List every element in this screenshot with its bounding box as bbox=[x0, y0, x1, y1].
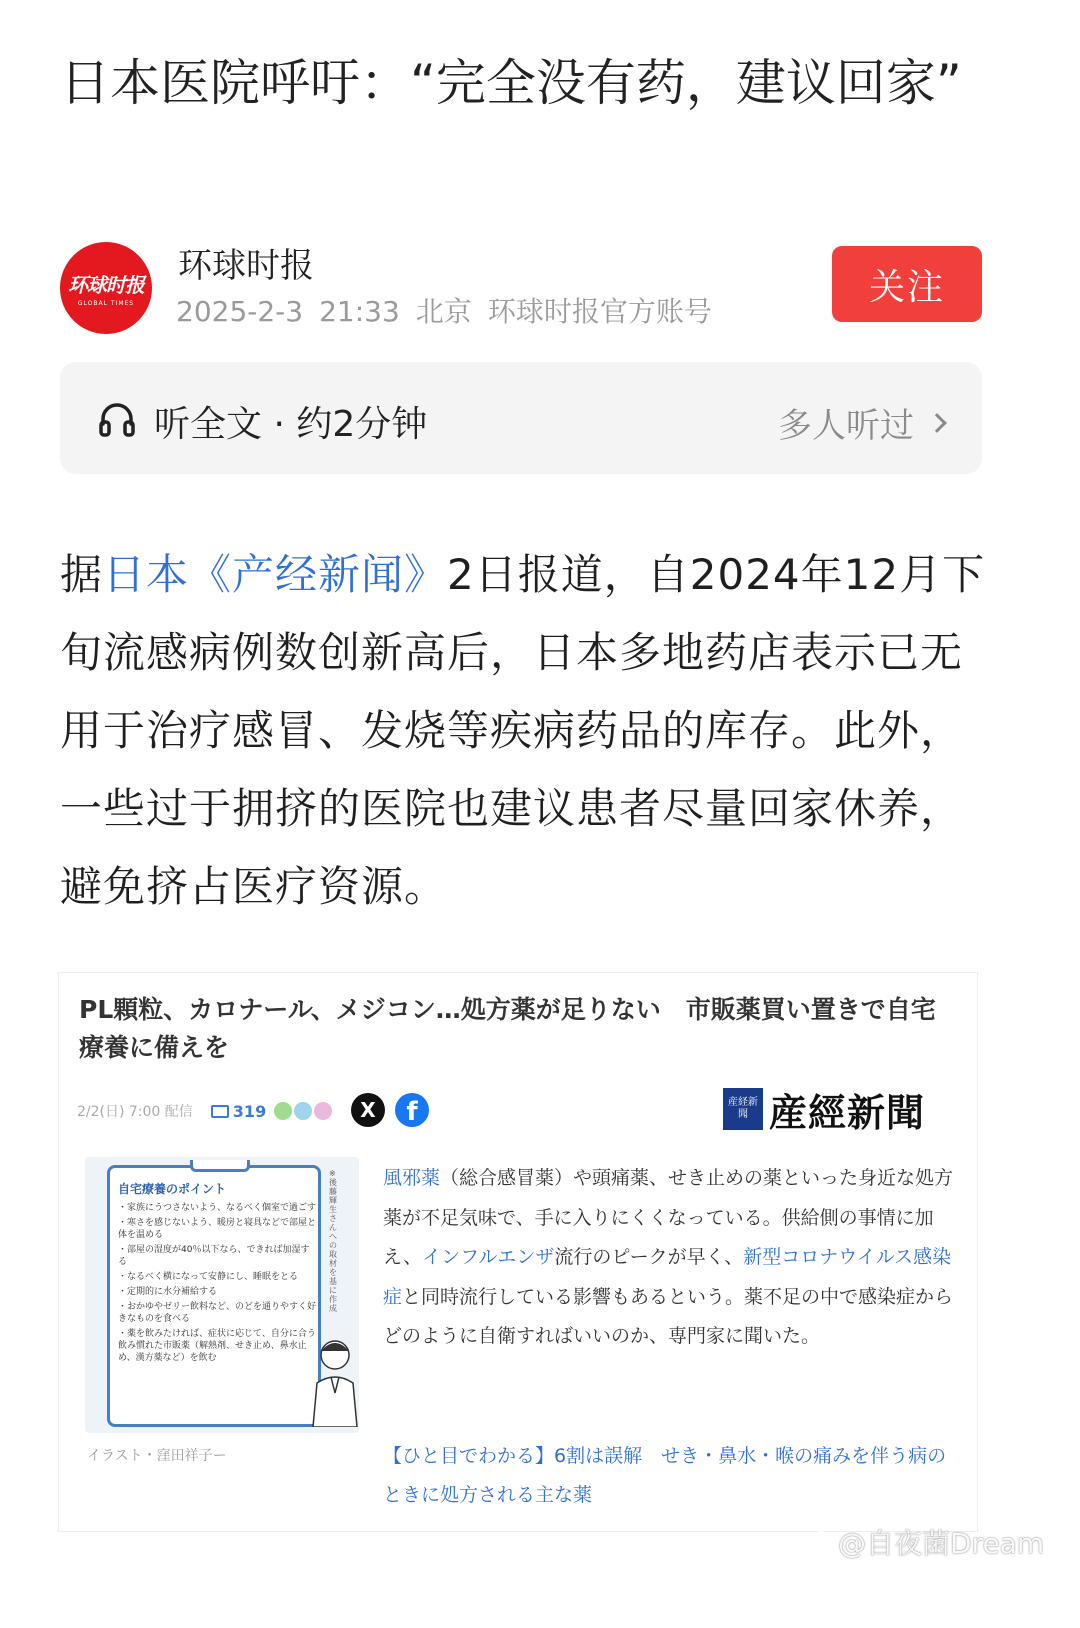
avatar[interactable] bbox=[60, 242, 152, 334]
publish-date: 2025-2-3 bbox=[176, 295, 304, 328]
sankei-link[interactable]: 日本《产经新闻》 bbox=[103, 550, 448, 599]
cold-medicine-link[interactable]: 風邪薬 bbox=[383, 1167, 441, 1189]
listen-right-text: 多人听过 bbox=[778, 406, 914, 446]
card-item: ・おかゆやゼリー飲料など、のどを通りやすく好きなものを食べる bbox=[118, 1302, 317, 1324]
weibo-icon bbox=[792, 1527, 832, 1557]
card-item: ・定期的に水分補給する bbox=[118, 1287, 218, 1297]
weibo-watermark bbox=[792, 1522, 1044, 1562]
embed-description bbox=[383, 1159, 963, 1357]
body-prefix: 据 bbox=[60, 550, 104, 599]
reaction-pink-icon bbox=[314, 1102, 332, 1120]
article-body bbox=[60, 536, 990, 926]
listen-count-link[interactable] bbox=[778, 398, 944, 447]
follow-button[interactable]: 关注 bbox=[832, 246, 982, 322]
watermark-text: @自夜菌Dream bbox=[838, 1527, 1045, 1560]
embed-title: PL顆粒、カロナール、メジコン…処方薬が足りない 市販薬買い置きで自宅療養に備えを bbox=[79, 995, 936, 1062]
author-name[interactable]: 环球时报 bbox=[178, 246, 314, 286]
card-list bbox=[118, 1202, 316, 1367]
reaction-green-icon bbox=[274, 1102, 292, 1120]
desc-text-2: 流行のピークが早く、 bbox=[554, 1246, 744, 1268]
desc-text-1: （総合感冒薬）や頭痛薬、せき止めの薬といった身近な処方薬が不足気味で、手に入りにくくなっている。供給側の事情に加え、 bbox=[383, 1167, 954, 1268]
chevron-right-icon bbox=[927, 413, 947, 433]
illustration-credit: イラスト・窪田祥子ー bbox=[87, 1448, 227, 1464]
author-bar bbox=[60, 234, 1020, 334]
sankei-logo bbox=[723, 1085, 925, 1133]
sankei-mark: 産経新聞 bbox=[723, 1088, 763, 1130]
publish-time: 21:33 bbox=[319, 295, 400, 328]
card-item: ・なるべく横になって安静にし、睡眠をとる bbox=[118, 1272, 299, 1282]
listen-full-text-bar[interactable] bbox=[60, 362, 982, 474]
comment-icon bbox=[211, 1105, 229, 1118]
card-title: 自宅療養のポイント bbox=[118, 1182, 227, 1196]
x-share-icon: X bbox=[351, 1093, 385, 1127]
account-type: 环球时报官方账号 bbox=[487, 295, 712, 328]
embed-date: 2/2(日) 7:00 配信 bbox=[77, 1104, 193, 1120]
body-rest: 2日报道，自2024年12月下旬流感病例数创新高后，日本多地药店表示已无用于治疗感冒、发烧等疾病药品的库存。此外，一些过于拥挤的医院也建议患者尽量回家休养，避免挤占医疗资源。 bbox=[60, 550, 986, 911]
avatar-logo-sub: GLOBAL TIMES bbox=[77, 300, 135, 307]
article-title: 日本医院呼吁：“完全没有药，建议回家” bbox=[60, 54, 962, 112]
clipboard-clip bbox=[190, 1160, 250, 1172]
card-item: ・寒さを感じないよう、暖房と寝具などで部屋と体を温める bbox=[118, 1218, 317, 1240]
home-care-illustration bbox=[85, 1157, 359, 1433]
influenza-link[interactable]: インフルエンザ bbox=[422, 1246, 555, 1268]
clipboard-card bbox=[107, 1165, 321, 1427]
author-meta bbox=[176, 290, 728, 330]
publish-location: 北京 bbox=[415, 295, 472, 328]
reaction-blue-icon bbox=[294, 1102, 312, 1120]
facebook-share-icon: f bbox=[395, 1093, 429, 1127]
embedded-news-screenshot bbox=[58, 972, 978, 1532]
card-item: ・薬を飲みたければ、症状に応じて、自分に合う飲み慣れた市販薬（解熱剤、せき止め、鼻水止め、漢方薬など）を飲む bbox=[118, 1329, 316, 1363]
headphone-icon bbox=[98, 400, 136, 438]
card-item: ・部屋の湿度が40％以下なら、できれば加湿する bbox=[118, 1245, 310, 1267]
listen-label: 听全文 · 约2分钟 bbox=[154, 404, 428, 445]
covid-link[interactable]: 新型コロナウイルス感染症 bbox=[383, 1246, 952, 1308]
card-item: ・家族にうつさないよう、なるべく個室で過ごす bbox=[118, 1203, 317, 1213]
avatar-logo-text: 环球时报 bbox=[68, 273, 144, 297]
doctor-icon bbox=[305, 1333, 361, 1427]
desc-text-3: と同時流行している影響もあるという。薬不足の中で感染症からどのように自衛すればいいのか、専門家に聞いた。 bbox=[383, 1285, 954, 1347]
comment-count: 319 bbox=[232, 1101, 267, 1121]
illustration-side-note: ※後藤輝生さんへの取材を基に作成 bbox=[329, 1169, 337, 1313]
related-article-link[interactable]: 【ひと目でわかる】6割は誤解 せき・鼻水・喉の痛みを伴う病のときに処方される主な薬 bbox=[383, 1445, 947, 1506]
sankei-name: 産經新聞 bbox=[769, 1089, 926, 1135]
